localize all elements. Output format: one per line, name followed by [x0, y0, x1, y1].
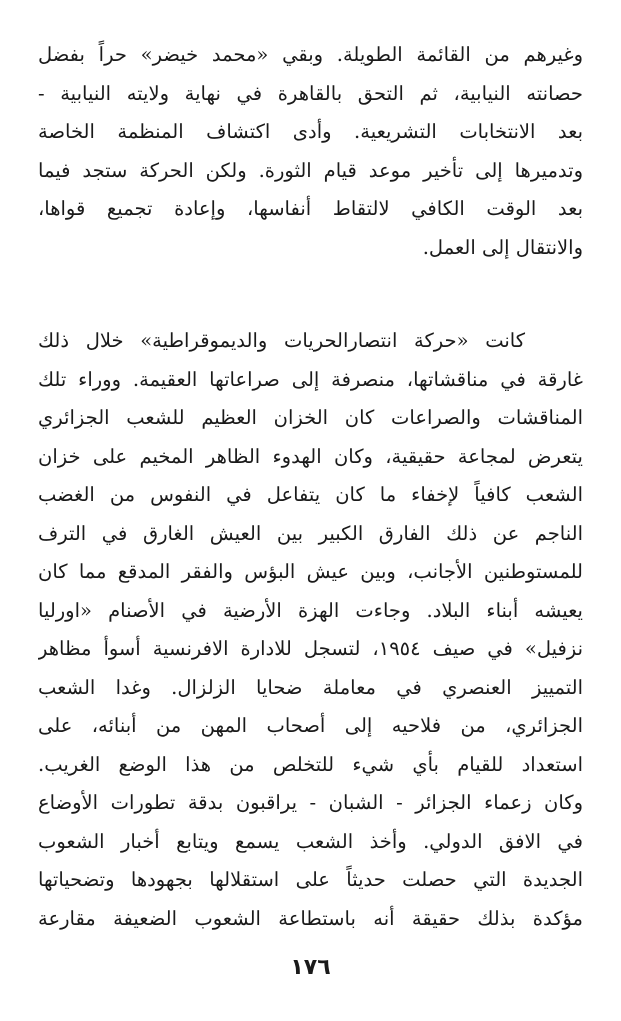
text-line: وغيرهم من القائمة الطويلة. وبقي «محمد خيضر» حراً بفضل [38, 43, 583, 66]
text-line: استعداد للقيام بأي شيء للتخلص من هذا الوضع الغريب. [38, 752, 583, 776]
text-line: حصانته النيابية، ثم التحق بالقاهرة في نهاية ولايته النيابية - [38, 81, 583, 105]
text-line: بعد الوقت الكافي لالتقاط أنفاسها، وإعادة تجميع قواها، [38, 197, 583, 220]
paragraph-2 [38, 322, 583, 938]
text-line: وتدميرها إلى تأخير موعد قيام الثورة. ولكن الحركة ستجد فيما [38, 158, 583, 182]
page-number: ١٧٦ [290, 955, 331, 980]
text-line: الناجم عن ذلك الفارق الكبير بين العيش الغارق في الترف [38, 521, 583, 545]
text-line: وكان زعماء الجزائر - الشبان - يراقبون بدقة تطورات الأوضاع [38, 791, 583, 814]
text-line: المناقشات والصراعات كان الخزان العظيم للشعب الجزائري [38, 406, 583, 429]
text-line: بعد الانتخابات التشريعية. وأدى اكتشاف المنظمة الخاصة [38, 120, 583, 143]
text-line: التمييز العنصري في معاملة ضحايا الزلزال. وغدا الشعب [38, 675, 583, 699]
text-line: كانت «حركة انتصارالحريات والديموقراطية» خلال ذلك [38, 329, 525, 352]
text-line: الجزائري، من فلاحيه إلى أصحاب المهن من أبنائه، على [38, 714, 583, 737]
text-line: الشعب كافياً لإخفاء ما كان يتفاعل في النفوس من الغضب [38, 483, 583, 506]
paragraph-1 [38, 36, 583, 267]
text-line: نزفيل» في صيف ١٩٥٤، لتسجل للادارة الافرنسية أسوأ مظاهر [38, 637, 583, 660]
text-line: في الافق الدولي. وأخذ الشعب يسمع ويتابع أخبار الشعوب [38, 829, 583, 853]
text-line: مؤكدة بذلك حقيقة أنه باستطاعة الشعوب الضعيفة مقارعة [38, 906, 583, 930]
text-line: يتعرض لمجاعة حقيقية، وكان الهدوء الظاهر المخيم على خزان [38, 444, 583, 468]
text-line: للمستوطنين الأجانب، وبين عيش البؤس والفقر المدقع مما كان [38, 560, 583, 583]
text-line: يعيشه أبناء البلاد. وجاءت الهزة الأرضية في الأصنام «اورليا [38, 598, 583, 622]
text-line: والانتقال إلى العمل. [422, 235, 583, 259]
text-line: الجديدة التي حصلت حديثاً على استقلالها بجهودها وتضحياتها [38, 868, 583, 891]
text-line: غارقة في مناقشاتها، منصرفة إلى صراعاتها العقيمة. ووراء تلك [38, 367, 583, 391]
